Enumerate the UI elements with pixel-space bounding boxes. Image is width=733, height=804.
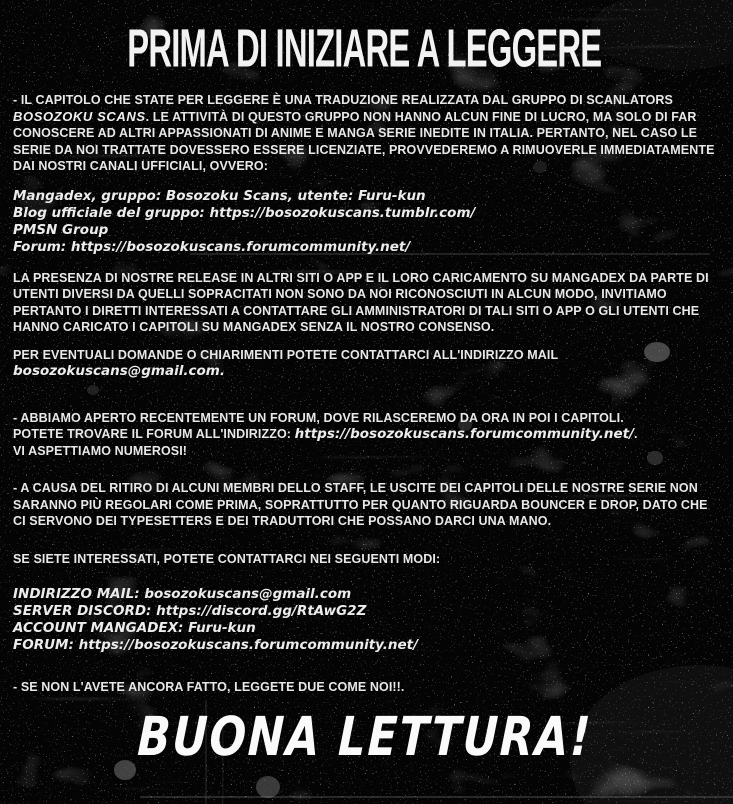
- list-line: Blog ufficiale del gruppo: https://bosozokuscans.tumblr.com/: [13, 204, 476, 221]
- text-run-comic: . LE ATTIVITÀ DI QUESTO GRUPPO NON HANNO ALCUN FINE DI LUCRO, MA SOLO DI FAR CONOSCERE AD ALTRI APPASSIONATI DI ANIME E MANGA SERIE INEDITE IN ITALIA. PERTANTO, NEL CASO LE SERIE DA NOI TRATTATE DOVESSERO ESSERE LICENZIATE, PROVVEDEREMO A RIMUOVERLE IMMEDIATAMENTE DAI NOSTRI CANALI UFFICIALI, OVVERO:: [13, 109, 715, 173]
- page-title-text: PRIMA DI INIZIARE A LEGGERE: [127, 17, 602, 79]
- closing-message-text: BUONA LETTURA!: [135, 705, 594, 769]
- text-run-hand: bosozokuscans@gmail.com.: [13, 363, 225, 379]
- intro-paragraph: [13, 92, 716, 175]
- contact-list: [13, 586, 716, 654]
- text-run-comic: - IL CAPITOLO CHE STATE PER LEGGERE È UNA TRADUZIONE REALIZZATA DAL GRUPPO DI SCANLATORS: [13, 93, 673, 107]
- notice-body: [13, 92, 716, 696]
- contact-mail-paragraph: [13, 347, 716, 380]
- list-line: Mangadex, gruppo: Bosozoku Scans, utente: Furu-kun: [13, 187, 426, 204]
- text-run-hand: https://bosozokuscans.forumcommunity.net/: [294, 426, 635, 442]
- staff-notice-paragraph: [13, 480, 716, 530]
- forum-announcement-paragraph: [13, 410, 716, 460]
- list-line: FORUM: https://bosozokuscans.forumcommunity.net/: [13, 637, 418, 653]
- text-run-comic: - SE NON L'AVETE ANCORA FATTO, LEGGETE DUE COME NOI!!.: [13, 680, 405, 694]
- text-run-comic: SE SIETE INTERESSATI, POTETE CONTATTARCI NEI SEGUENTI MODI:: [13, 551, 441, 566]
- list-line: SERVER DISCORD: https://discord.gg/RtAwG2Z: [13, 603, 367, 619]
- closing-message: [13, 705, 716, 769]
- read-due-paragraph: [13, 679, 716, 696]
- list-line: Forum: https://bosozokuscans.forumcommunity.net/: [13, 238, 411, 255]
- text-run-comic: - A CAUSA DEL RITIRO DI ALCUNI MEMBRI DELLO STAFF, LE USCITE DEI CAPITOLI DELLE NOSTRE SERIE NON SARANNO PIÙ REGOLARI COME PRIMA, SOPRATTUTTO PER QUANTO RIGUARDA BOUNCER E DROP, DATO CHE CI SERVONO DEI TYPESETTERS E DEI TRADUTTORI CHE POSSANO DARCI UNA MANO.: [13, 481, 708, 528]
- list-line: PMSN Group: [13, 221, 109, 238]
- recruitment-paragraph: [13, 551, 716, 568]
- text-run-comic: - ABBIAMO APERTO RECENTEMENTE UN FORUM, DOVE RILASCEREMO DA ORA IN POI I CAPITOLI.: [13, 410, 624, 425]
- list-line: INDIRIZZO MAIL: bosozokuscans@gmail.com: [13, 586, 352, 602]
- text-run-comic: PER EVENTUALI DOMANDE O CHIARIMENTI POTETE CONTATTARCI ALL'INDIRIZZO MAIL: [13, 347, 559, 362]
- text-run-comic: VI ASPETTIAMO NUMEROSI!: [13, 443, 188, 458]
- unauthorized-uploads-paragraph: [13, 270, 716, 336]
- text-run-comic: POTETE TROVARE IL FORUM ALL'INDIRIZZO:: [13, 427, 295, 441]
- page-title: [13, 17, 716, 79]
- list-line: ACCOUNT MANGADEX: Furu-kun: [13, 620, 256, 636]
- text-run-comic: LA PRESENZA DI NOSTRE RELEASE IN ALTRI SITI O APP E IL LORO CARICAMENTO SU MANGADEX DA PARTE DI UTENTI DIVERSI DA QUELLI SOPRACITATI NON SONO DA NOI RICONOSCIUTI IN ALCUN MODO, INVITIAMO PERTANTO I DIRETTI INTERESSATI A CONTATTARE GLI AMMINISTRATORI DI TALI SITI O APP O GLI UTENTI CHE HANNO CARICATO I CAPITOLI SU MANGADEX SENZA IL NOSTRO CONSENSO.: [13, 270, 709, 334]
- text-run-comic: .: [634, 427, 638, 441]
- text-run-emphasis: BOSOZOKU SCANS: [13, 108, 146, 124]
- official-channels-list: [13, 188, 716, 256]
